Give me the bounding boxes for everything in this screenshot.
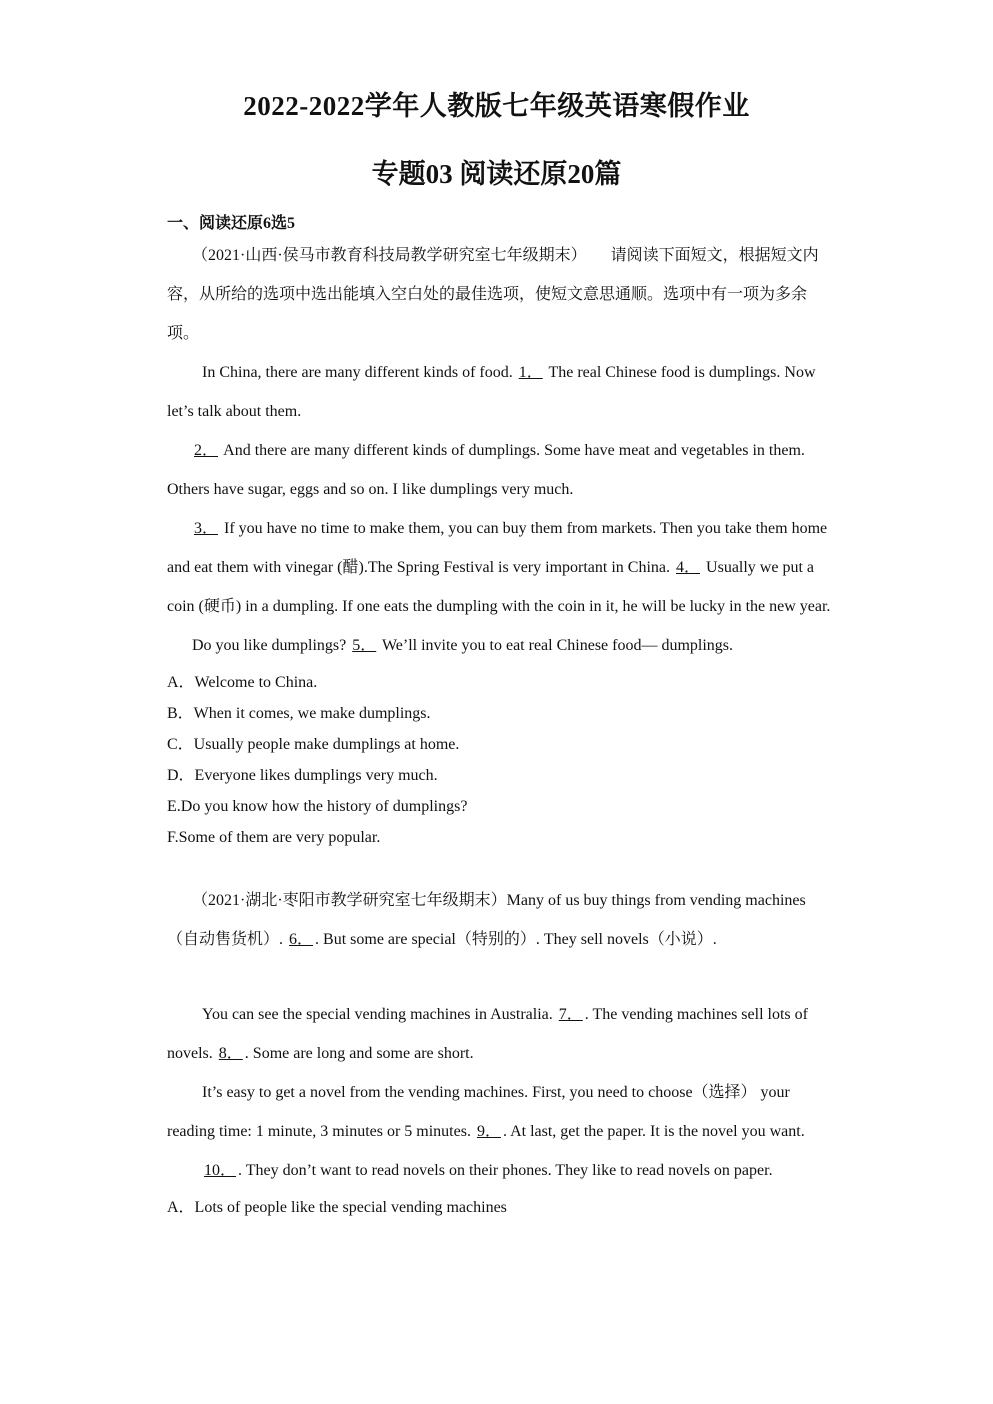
passage-text: Usually we put a coin (硬币) in a dumpling. If one eats the dumpling with the coin in it, he will be lucky in the new year. xyxy=(167,559,831,615)
passage-text: Do you like dumplings? xyxy=(192,637,351,654)
blank-7: 7． xyxy=(558,1006,583,1023)
passage-text: The real Chinese food is dumplings. Now let’s talk about them. xyxy=(167,364,816,420)
passage-text: . They don’t want to read novels on their phones. They like to read novels on paper. xyxy=(238,1162,773,1179)
passage-text: You can see the special vending machines in Australia. xyxy=(202,1006,557,1023)
passage-text: In China, there are many different kinds of food. xyxy=(202,364,517,381)
blank-10: 10． xyxy=(204,1162,237,1179)
document-body xyxy=(167,212,832,1227)
blank-4: 4． xyxy=(676,559,701,576)
option-e: E.Do you know how the history of dumplings? xyxy=(167,798,468,815)
passage1-intro: （2021·山西·侯马市教育科技局教学研究室七年级期末） 请阅读下面短文，根据短文内容，从所给的选项中选出能填入空白处的最佳选项，使短文意思通顺。选项中有一项为多余项。 xyxy=(167,247,819,342)
option-c: C．Usually people make dumplings at home. xyxy=(167,736,460,753)
blank-1: 1． xyxy=(518,364,543,381)
blank-8: 8． xyxy=(218,1045,243,1062)
option-f: F.Some of them are very popular. xyxy=(167,829,381,846)
passage-text: . At last, get the paper. It is the novel you want. xyxy=(502,1123,805,1140)
passage-text: . The vending machines sell lots of novels. xyxy=(167,1006,808,1062)
blank-6: 6． xyxy=(289,931,314,948)
passage1-paragraph xyxy=(167,353,832,431)
passage1-paragraph xyxy=(167,509,832,626)
blank-2: 2． xyxy=(194,442,219,459)
option-a: A．Welcome to China. xyxy=(167,674,318,691)
document-title: 2022-2022学年人教版七年级英语寒假作业 xyxy=(243,91,750,121)
passage-text: And there are many different kinds of dumplings. Some have meat and vegetables in them. Others have sugar, eggs and so on. I like dumplings very much. xyxy=(167,442,805,498)
passage2-intro xyxy=(167,881,832,959)
passage2-paragraph xyxy=(167,1073,832,1151)
option-b: B．When it comes, we make dumplings. xyxy=(167,705,431,722)
passage-text: It’s easy to get a novel from the vending machines. First, you need to choose（选择） your reading time: 1 minute, 3 minutes or 5 minutes. xyxy=(167,1084,790,1140)
section-heading: 一、阅读还原6选5 xyxy=(167,215,296,232)
passage-text: . But some are special（特别的）. They sell novels（小说）. xyxy=(315,931,717,948)
option-a: A．Lots of people like the special vending machines xyxy=(167,1199,507,1216)
blank-3: 3． xyxy=(194,520,219,537)
passage-text: If you have no time to make them, you can buy them from markets. Then you take them home and eat them with vinegar (醋).The Spring Festival is very important in China. xyxy=(167,520,828,576)
passage1-paragraph xyxy=(167,431,832,509)
passage1-paragraph xyxy=(167,626,832,665)
passage2-paragraph xyxy=(167,995,832,1073)
passage-text: （2021·湖北·枣阳市教学研究室七年级期末）Many of us buy things from vending machines（自动售货机）. xyxy=(167,892,806,948)
document-subtitle: 专题03 阅读还原20篇 xyxy=(371,159,622,189)
option-d: D．Everyone likes dumplings very much. xyxy=(167,767,438,784)
passage2-paragraph xyxy=(167,1151,832,1190)
blank-9: 9． xyxy=(476,1123,501,1140)
passage-text: . Some are long and some are short. xyxy=(244,1045,474,1062)
passage-text: We’ll invite you to eat real Chinese food— dumplings. xyxy=(378,637,734,654)
blank-5: 5． xyxy=(352,637,377,654)
